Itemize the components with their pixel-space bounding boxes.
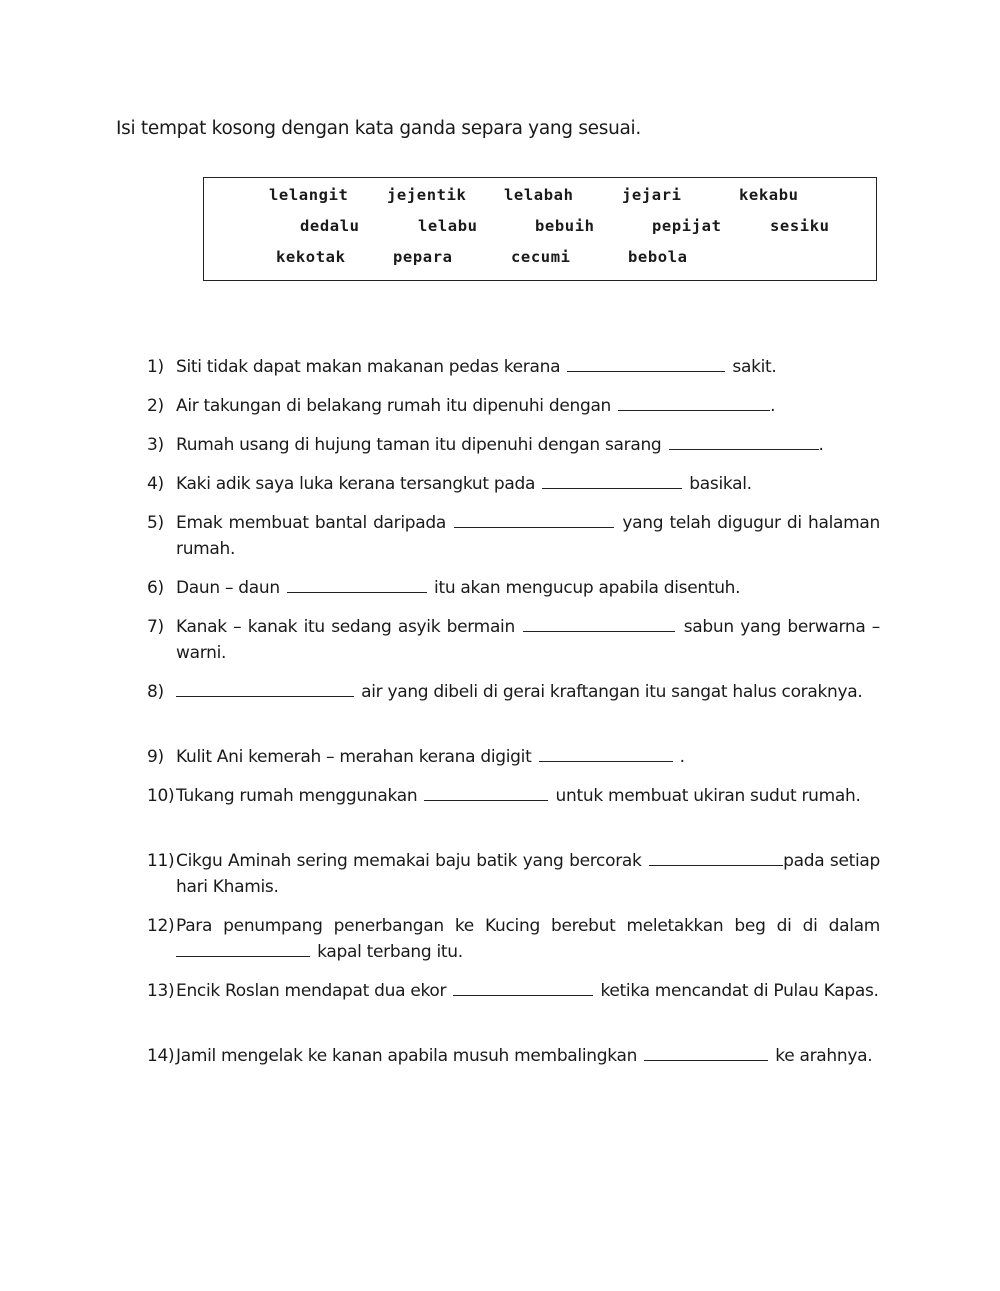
question-item <box>147 913 880 965</box>
question-item <box>147 679 880 705</box>
question-text-before: Kanak – kanak itu sedang asyik bermain <box>176 617 515 637</box>
question-text-after: air yang dibeli di gerai kraftangan itu sangat halus coraknya. <box>361 682 863 702</box>
question-text-after: pada setiap hari Khamis. <box>176 851 881 897</box>
question-text-after: yang telah digugur di halaman rumah. <box>176 513 881 559</box>
answer-blank[interactable] <box>539 746 673 762</box>
answer-blank[interactable] <box>287 577 427 593</box>
word-bank-word: sesiku <box>770 217 830 235</box>
question-item <box>147 614 880 666</box>
word-bank-word: lelabah <box>504 186 574 204</box>
question-item <box>147 575 880 601</box>
question-text-before: Tukang rumah menggunakan <box>176 786 418 806</box>
answer-blank[interactable] <box>454 512 614 528</box>
question-number: 8) <box>147 682 164 702</box>
answer-blank[interactable] <box>542 473 682 489</box>
answer-blank[interactable] <box>649 850 783 866</box>
answer-blank[interactable] <box>176 941 310 957</box>
question-item <box>147 510 880 562</box>
question-text-after: . <box>770 396 776 416</box>
question-number: 4) <box>147 474 164 494</box>
question-item <box>147 744 880 770</box>
question-text-after: untuk membuat ukiran sudut rumah. <box>555 786 861 806</box>
question-item <box>147 1043 880 1069</box>
question-number: 9) <box>147 747 164 767</box>
question-text-after: . <box>818 435 824 455</box>
question-number: 1) <box>147 357 164 377</box>
word-bank-word: lelabu <box>418 217 478 235</box>
word-bank-word: bebola <box>628 248 688 266</box>
instruction-text: Isi tempat kosong dengan kata ganda separa yang sesuai. <box>116 118 641 139</box>
word-bank-word: lelangit <box>269 186 349 204</box>
question-text-before: Jamil mengelak ke kanan apabila musuh membalingkan <box>176 1046 638 1066</box>
question-text-before: Siti tidak dapat makan makanan pedas kerana <box>176 357 561 377</box>
word-bank-word: pepara <box>393 248 453 266</box>
question-number: 11) <box>147 851 175 871</box>
question-text-after: basikal. <box>689 474 752 494</box>
question-item <box>147 783 880 809</box>
word-bank-word: cecumi <box>511 248 571 266</box>
question-item <box>147 432 880 458</box>
question-text-after: sakit. <box>732 357 777 377</box>
question-text-before: Rumah usang di hujung taman itu dipenuhi dengan sarang <box>176 435 662 455</box>
question-item <box>147 978 880 1004</box>
question-text-before: Daun – daun <box>176 578 280 598</box>
question-number: 12) <box>147 916 175 936</box>
word-bank-word: jejentik <box>387 186 467 204</box>
question-text-after: . <box>679 747 685 767</box>
question-number: 13) <box>147 981 175 1001</box>
answer-blank[interactable] <box>644 1045 768 1061</box>
answer-blank[interactable] <box>618 395 770 411</box>
answer-blank[interactable] <box>424 785 548 801</box>
answer-blank[interactable] <box>453 980 593 996</box>
question-number: 10) <box>147 786 175 806</box>
question-text-after: itu akan mengucup apabila disentuh. <box>434 578 741 598</box>
question-text-after: ketika mencandat di Pulau Kapas. <box>600 981 879 1001</box>
answer-blank[interactable] <box>669 434 819 450</box>
word-bank-box <box>203 177 877 281</box>
answer-blank[interactable] <box>176 681 354 697</box>
question-text-after: kapal terbang itu. <box>317 942 463 962</box>
question-text-after: sabun yang berwarna – warni. <box>176 617 881 663</box>
word-bank-word: kekabu <box>739 186 799 204</box>
question-text-before: Encik Roslan mendapat dua ekor <box>176 981 447 1001</box>
question-item <box>147 848 880 900</box>
question-text-before: Cikgu Aminah sering memakai baju batik yang bercorak <box>176 851 642 871</box>
question-item <box>147 354 880 380</box>
word-bank-word: dedalu <box>300 217 360 235</box>
question-item <box>147 471 880 497</box>
question-text-before: Kulit Ani kemerah – merahan kerana digigit <box>176 747 532 767</box>
word-bank-word: bebuih <box>535 217 595 235</box>
word-bank-word: jejari <box>622 186 682 204</box>
question-text-before: Para penumpang penerbangan ke Kucing berebut meletakkan beg di di dalam <box>176 916 880 936</box>
word-bank-word: pepijat <box>652 217 722 235</box>
question-item <box>147 393 880 419</box>
answer-blank[interactable] <box>567 356 725 372</box>
question-text-after: ke arahnya. <box>775 1046 873 1066</box>
question-text-before: Kaki adik saya luka kerana tersangkut pada <box>176 474 536 494</box>
question-text-before: Emak membuat bantal daripada <box>176 513 447 533</box>
question-number: 6) <box>147 578 164 598</box>
question-number: 3) <box>147 435 164 455</box>
question-text-before: Air takungan di belakang rumah itu dipenuhi dengan <box>176 396 612 416</box>
question-number: 7) <box>147 617 164 637</box>
question-number: 14) <box>147 1046 175 1066</box>
word-bank-word: kekotak <box>276 248 346 266</box>
question-number: 2) <box>147 396 164 416</box>
answer-blank[interactable] <box>523 616 675 632</box>
question-number: 5) <box>147 513 164 533</box>
